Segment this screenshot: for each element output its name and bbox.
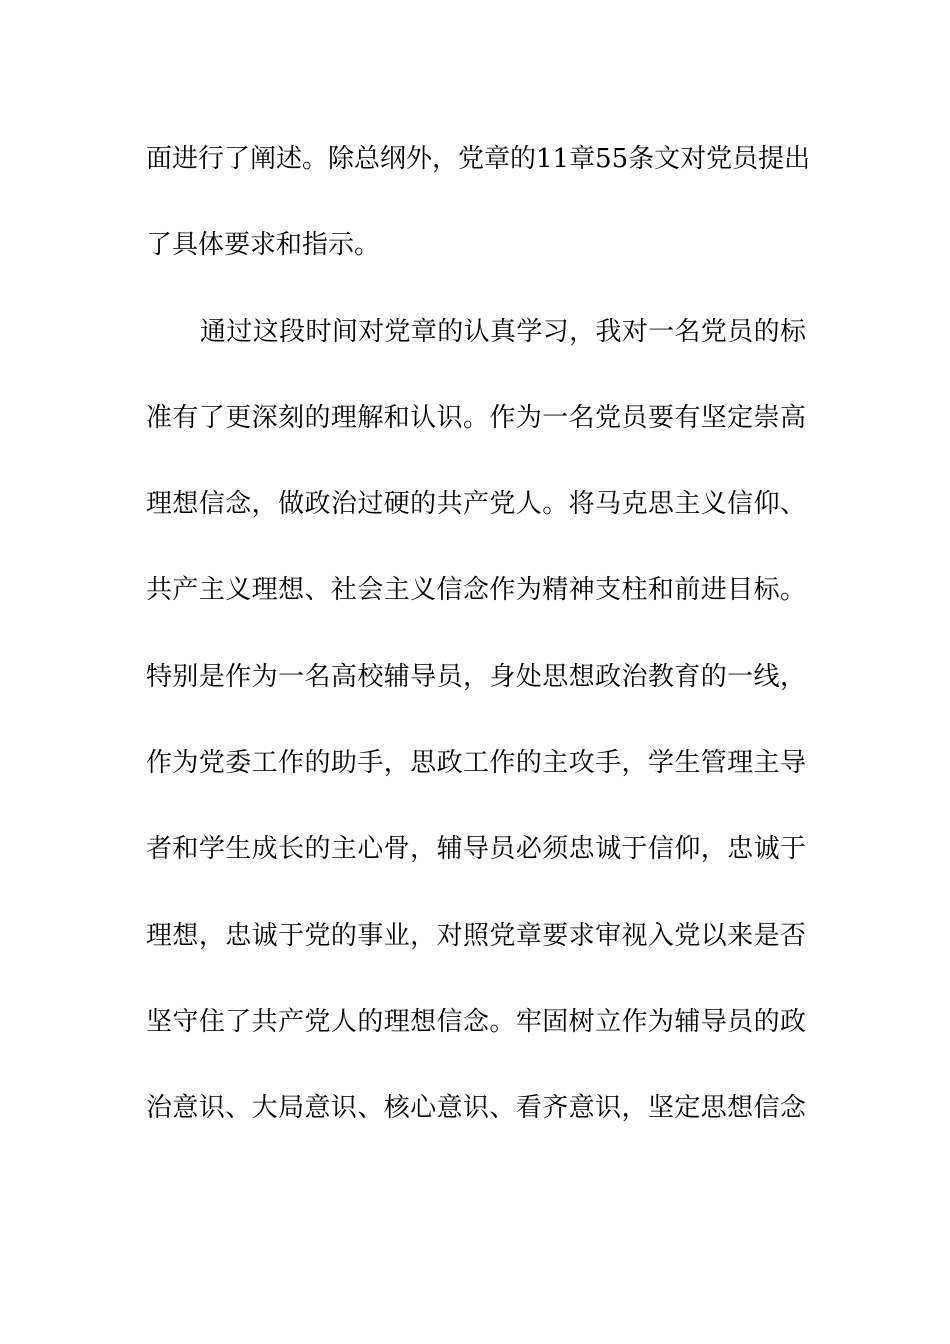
text-line: 理想，忠诚于党的事业，对照党章要求审视入党以来是否 (146, 921, 806, 951)
text-line: 特别是作为一名高校辅导员，身处思想政治教育的一线， (146, 662, 806, 692)
text-line: 者和学生成长的主心骨，辅导员必须忠诚于信仰，忠诚于 (146, 834, 806, 864)
text-line: 作为党委工作的助手，思政工作的主攻手，学生管理主导 (146, 748, 806, 778)
text-line: 共产主义理想、社会主义信念作为精神支柱和前进目标。 (146, 575, 806, 605)
text-line: 面进行了阐述。除总纲外，党章的11章55条文对党员提出 (146, 144, 811, 174)
text-line: 坚守住了共产党人的理想信念。牢固树立作为辅导员的政 (146, 1007, 806, 1037)
paragraph-first-line: 通过这段时间对党章的认真学习，我对一名党员的标 (200, 317, 806, 347)
text-line: 准有了更深刻的理解和认识。作为一名党员要有坚定崇高 (146, 403, 806, 433)
text-line: 治意识、大局意识、核心意识、看齐意识，坚定思想信念 (146, 1093, 806, 1123)
text-line: 了具体要求和指示。 (146, 230, 381, 260)
text-line: 理想信念，做政治过硬的共产党人。将马克思主义信仰、 (146, 489, 806, 519)
